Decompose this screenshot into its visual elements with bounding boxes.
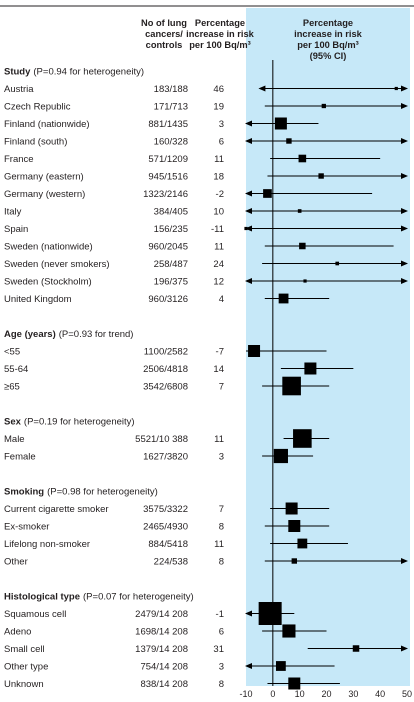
point-estimate-marker	[297, 539, 307, 549]
estimate-value: 3	[218, 451, 224, 463]
point-estimate-marker	[395, 87, 398, 90]
section-header	[4, 329, 133, 340]
point-estimate-marker	[276, 661, 286, 671]
header-ci-line4: (95% CI)	[309, 51, 347, 61]
cases-controls: 196/375	[153, 276, 188, 288]
row-label: Germany (eastern)	[4, 171, 84, 183]
cases-controls: 224/538	[153, 556, 188, 568]
section-name: Histological type	[4, 591, 81, 603]
section-title	[4, 592, 194, 603]
estimate-value: 3	[218, 119, 224, 130]
cases-controls: 960/3126	[148, 294, 188, 305]
cases-controls: 1698/14 208	[135, 626, 188, 638]
estimate-value: 11	[214, 241, 224, 253]
cases-controls: 960/2045	[148, 241, 188, 253]
section-title	[4, 487, 158, 498]
estimate-value: 31	[213, 644, 224, 655]
point-estimate-marker	[286, 503, 298, 515]
cases-controls: 1627/3820	[143, 451, 188, 463]
row-label: Small cell	[4, 644, 45, 655]
row-label: Spain	[4, 224, 29, 235]
row-label: Unknown	[4, 679, 44, 690]
row-label: Other	[4, 556, 28, 568]
cases-controls: 160/328	[153, 136, 188, 148]
point-estimate-marker	[322, 104, 326, 108]
row-label: Italy	[4, 206, 22, 218]
point-estimate-marker	[248, 345, 260, 357]
header-increase-line3: per 100 Bq/m³	[189, 40, 251, 50]
point-estimate-marker	[304, 363, 316, 375]
row-label: Germany (western)	[4, 189, 86, 200]
point-estimate-marker	[288, 520, 300, 532]
estimate-value: 14	[213, 364, 224, 375]
row-label: Finland (nationwide)	[4, 119, 90, 130]
cases-controls: 838/14 208	[140, 679, 188, 690]
section-name: Study	[4, 66, 31, 78]
estimate-value: 19	[213, 101, 224, 113]
header-ci-line3: per 100 Bq/m³	[297, 40, 359, 50]
estimate-value: 46	[213, 84, 224, 95]
cases-controls: 183/188	[153, 84, 188, 95]
x-tick-label: 10	[294, 689, 305, 699]
cases-controls: 2479/14 208	[135, 609, 188, 620]
row-label: Austria	[4, 84, 34, 95]
estimate-value: 4	[218, 294, 224, 305]
point-estimate-marker	[298, 209, 302, 213]
estimate-value: 11	[214, 154, 224, 165]
row-label: 55-64	[4, 364, 29, 375]
point-estimate-marker	[244, 227, 247, 230]
header-ci-line1: Percentage	[302, 18, 354, 28]
cases-controls: 1100/2582	[143, 346, 188, 358]
cases-controls: 2506/4818	[143, 364, 188, 375]
x-tick-label: 0	[270, 689, 276, 699]
cases-controls: 1379/14 208	[135, 644, 188, 655]
cases-controls: 384/405	[153, 206, 188, 218]
section-header	[4, 487, 158, 498]
row-label: Male	[4, 434, 25, 445]
row-label: Sweden (never smokers)	[4, 259, 110, 270]
cases-controls: 881/1435	[148, 119, 188, 130]
forest-row	[4, 661, 335, 672]
estimate-value: 24	[213, 259, 224, 270]
estimate-value: -11	[210, 224, 224, 235]
row-label: Sweden (Stockholm)	[4, 276, 92, 288]
point-estimate-marker	[335, 262, 339, 266]
section-title	[4, 67, 144, 78]
row-label: Lifelong non-smoker	[4, 539, 91, 550]
cases-controls: 156/235	[153, 224, 188, 235]
row-label: <55	[4, 346, 21, 358]
point-estimate-marker	[288, 678, 300, 690]
cases-controls: 3575/3322	[143, 504, 188, 515]
estimate-value: 10	[213, 206, 224, 218]
header-increase-line2: increase in risk	[186, 29, 254, 39]
x-tick-label: 50	[401, 689, 413, 699]
point-estimate-marker	[282, 377, 301, 396]
point-estimate-marker	[318, 173, 323, 178]
cases-controls: 2465/4930	[143, 521, 188, 533]
section-note: (P=0.19 for heterogeneity)	[23, 416, 135, 428]
section-header	[4, 592, 194, 603]
point-estimate-marker	[299, 243, 306, 250]
cases-controls: 884/5418	[148, 539, 188, 550]
estimate-value: 8	[218, 556, 224, 568]
estimate-value: 18	[213, 171, 224, 183]
cases-controls: 945/1516	[148, 171, 188, 183]
cases-controls: 171/713	[153, 101, 188, 113]
estimate-value: 7	[218, 381, 224, 393]
cases-controls: 571/1209	[148, 154, 188, 165]
point-estimate-marker	[293, 429, 312, 448]
row-label: Current cigarette smoker	[4, 504, 109, 515]
point-estimate-marker	[259, 602, 282, 625]
header-cases-line1: No of lung	[141, 18, 187, 28]
point-estimate-marker	[282, 624, 295, 637]
section-header	[4, 67, 144, 78]
cases-controls: 1323/2146	[143, 189, 188, 200]
estimate-value: -2	[215, 189, 224, 200]
header-cases-line2: cancers/	[145, 29, 183, 39]
section-title	[4, 417, 135, 428]
header-cases-line3: controls	[145, 40, 183, 50]
section-name: Sex	[4, 416, 21, 428]
cases-controls: 754/14 208	[140, 661, 188, 673]
row-label: Squamous cell	[4, 609, 67, 620]
row-label: United Kingdom	[4, 294, 72, 305]
row-label: ≥65	[4, 381, 20, 393]
row-label: Ex-smoker	[4, 521, 50, 533]
row-label: Finland (south)	[4, 136, 68, 148]
estimate-value: -7	[215, 346, 224, 358]
section-note: (P=0.93 for trend)	[58, 329, 134, 340]
x-axis	[239, 689, 412, 699]
x-tick-label: 40	[375, 689, 386, 699]
point-estimate-marker	[292, 558, 297, 563]
x-tick-label: 20	[321, 689, 332, 699]
point-estimate-marker	[303, 279, 306, 282]
row-label: Sweden (nationwide)	[4, 241, 93, 253]
estimate-value: 6	[218, 136, 224, 148]
x-tick-label: 30	[348, 689, 359, 699]
estimate-value: 8	[218, 679, 224, 690]
section-header	[4, 417, 135, 428]
section-note: (P=0.07 for heterogeneity)	[83, 591, 194, 603]
estimate-value: 8	[218, 521, 224, 533]
row-label: Other type	[4, 661, 49, 673]
point-estimate-marker	[279, 294, 289, 304]
row-label: Female	[4, 451, 36, 463]
section-name: Age (years)	[4, 329, 56, 340]
cases-controls: 5521/10 388	[135, 434, 188, 445]
cases-controls: 258/487	[153, 259, 188, 270]
x-tick-label: -10	[239, 689, 253, 699]
estimate-value: 11	[214, 434, 224, 445]
header-increase-line1: Percentage	[194, 18, 246, 28]
forest-row	[4, 294, 329, 305]
estimate-value: 6	[218, 626, 224, 638]
point-estimate-marker	[263, 189, 272, 198]
estimate-value: -1	[215, 609, 224, 620]
point-estimate-marker	[275, 118, 287, 130]
point-estimate-marker	[274, 449, 288, 463]
forest-row	[4, 678, 340, 691]
header-ci-line2: increase in risk	[294, 29, 362, 39]
row-label: Czech Republic	[4, 101, 71, 113]
row-label: France	[4, 154, 34, 165]
estimate-value: 11	[214, 539, 224, 550]
section-note: (P=0.98 for heterogeneity)	[47, 486, 158, 498]
section-title	[4, 329, 133, 340]
plot-panel	[246, 8, 410, 686]
estimate-value: 12	[213, 276, 224, 288]
point-estimate-marker	[353, 645, 360, 652]
point-estimate-marker	[299, 155, 307, 163]
section-name: Smoking	[4, 486, 45, 498]
estimate-value: 7	[218, 504, 224, 515]
section-note: (P=0.94 for heterogeneity)	[33, 66, 145, 78]
point-estimate-marker	[286, 138, 291, 143]
row-label: Adeno	[4, 626, 32, 638]
estimate-value: 3	[218, 661, 224, 673]
cases-controls: 3542/6808	[143, 381, 188, 393]
